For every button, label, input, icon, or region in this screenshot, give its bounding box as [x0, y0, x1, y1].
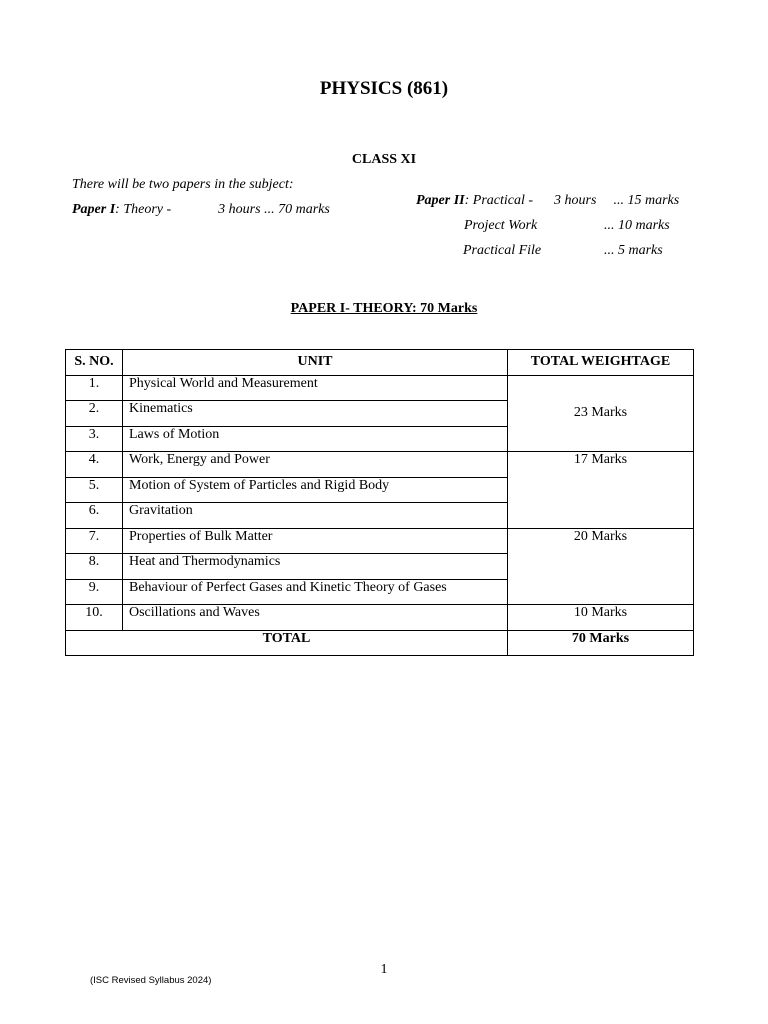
weightage-cell: 23 Marks: [508, 375, 694, 452]
practical-file-label: Practical File: [463, 243, 542, 258]
class-heading: CLASS XI: [351, 152, 417, 167]
row-sno: 3.: [66, 426, 123, 452]
row-sno: 10.: [66, 605, 123, 631]
row-unit: Gravitation: [123, 503, 508, 529]
row-unit: Heat and Thermodynamics: [123, 554, 508, 580]
header-unit: UNIT: [123, 350, 508, 376]
row-sno: 8.: [66, 554, 123, 580]
row-unit: Laws of Motion: [123, 426, 508, 452]
row-unit: Behaviour of Perfect Gases and Kinetic Theory of Gases: [123, 579, 508, 605]
paper2-marks: ... 15 marks: [613, 193, 680, 208]
project-work-marks: ... 10 marks: [604, 218, 670, 233]
row-sno: 9.: [66, 579, 123, 605]
table-row: [66, 375, 694, 401]
weightage-cell: 17 Marks: [508, 452, 694, 529]
paper2-type: : Practical -: [464, 193, 534, 208]
row-unit: Oscillations and Waves: [123, 605, 508, 631]
row-unit: Kinematics: [123, 401, 508, 427]
header-weightage: TOTAL WEIGHTAGE: [508, 350, 694, 376]
practical-file-marks: ... 5 marks: [604, 243, 663, 258]
project-work-label: Project Work: [464, 218, 538, 233]
document-title: PHYSICS (861): [319, 78, 449, 99]
weightage-table: [65, 349, 694, 656]
papers-intro: There will be two papers in the subject:: [72, 177, 294, 192]
paper2-label: Paper II: [416, 193, 465, 208]
paper1-hours: 3 hours: [218, 202, 261, 217]
total-value: 70 Marks: [508, 630, 694, 656]
row-sno: 5.: [66, 477, 123, 503]
row-sno: 6.: [66, 503, 123, 529]
row-sno: 2.: [66, 401, 123, 427]
weightage-cell: 20 Marks: [508, 528, 694, 605]
row-sno: 4.: [66, 452, 123, 478]
table-row: [66, 605, 694, 631]
footer-note: (ISC Revised Syllabus 2024): [90, 975, 212, 986]
paper2-line: [416, 193, 679, 209]
header-sno: S. NO.: [66, 350, 123, 376]
paper2-hours: 3 hours: [554, 193, 597, 208]
section-title: PAPER I- THEORY: 70 Marks: [290, 301, 478, 316]
row-sno: 7.: [66, 528, 123, 554]
row-unit: Physical World and Measurement: [123, 375, 508, 401]
table-header-row: [66, 350, 694, 376]
table-row: [66, 452, 694, 478]
paper1-label: Paper I: [72, 202, 116, 217]
row-unit: Motion of System of Particles and Rigid Body: [123, 477, 508, 503]
row-unit: Work, Energy and Power: [123, 452, 508, 478]
weightage-cell: 10 Marks: [508, 605, 694, 631]
total-label: TOTAL: [66, 630, 508, 656]
row-sno: 1.: [66, 375, 123, 401]
table-row: [66, 528, 694, 554]
total-row: [66, 630, 694, 656]
page-number: 1: [380, 962, 388, 977]
paper1-type: : Theory -: [115, 202, 172, 217]
paper1-line: [72, 202, 330, 218]
row-unit: Properties of Bulk Matter: [123, 528, 508, 554]
paper1-marks: ... 70 marks: [264, 202, 330, 217]
